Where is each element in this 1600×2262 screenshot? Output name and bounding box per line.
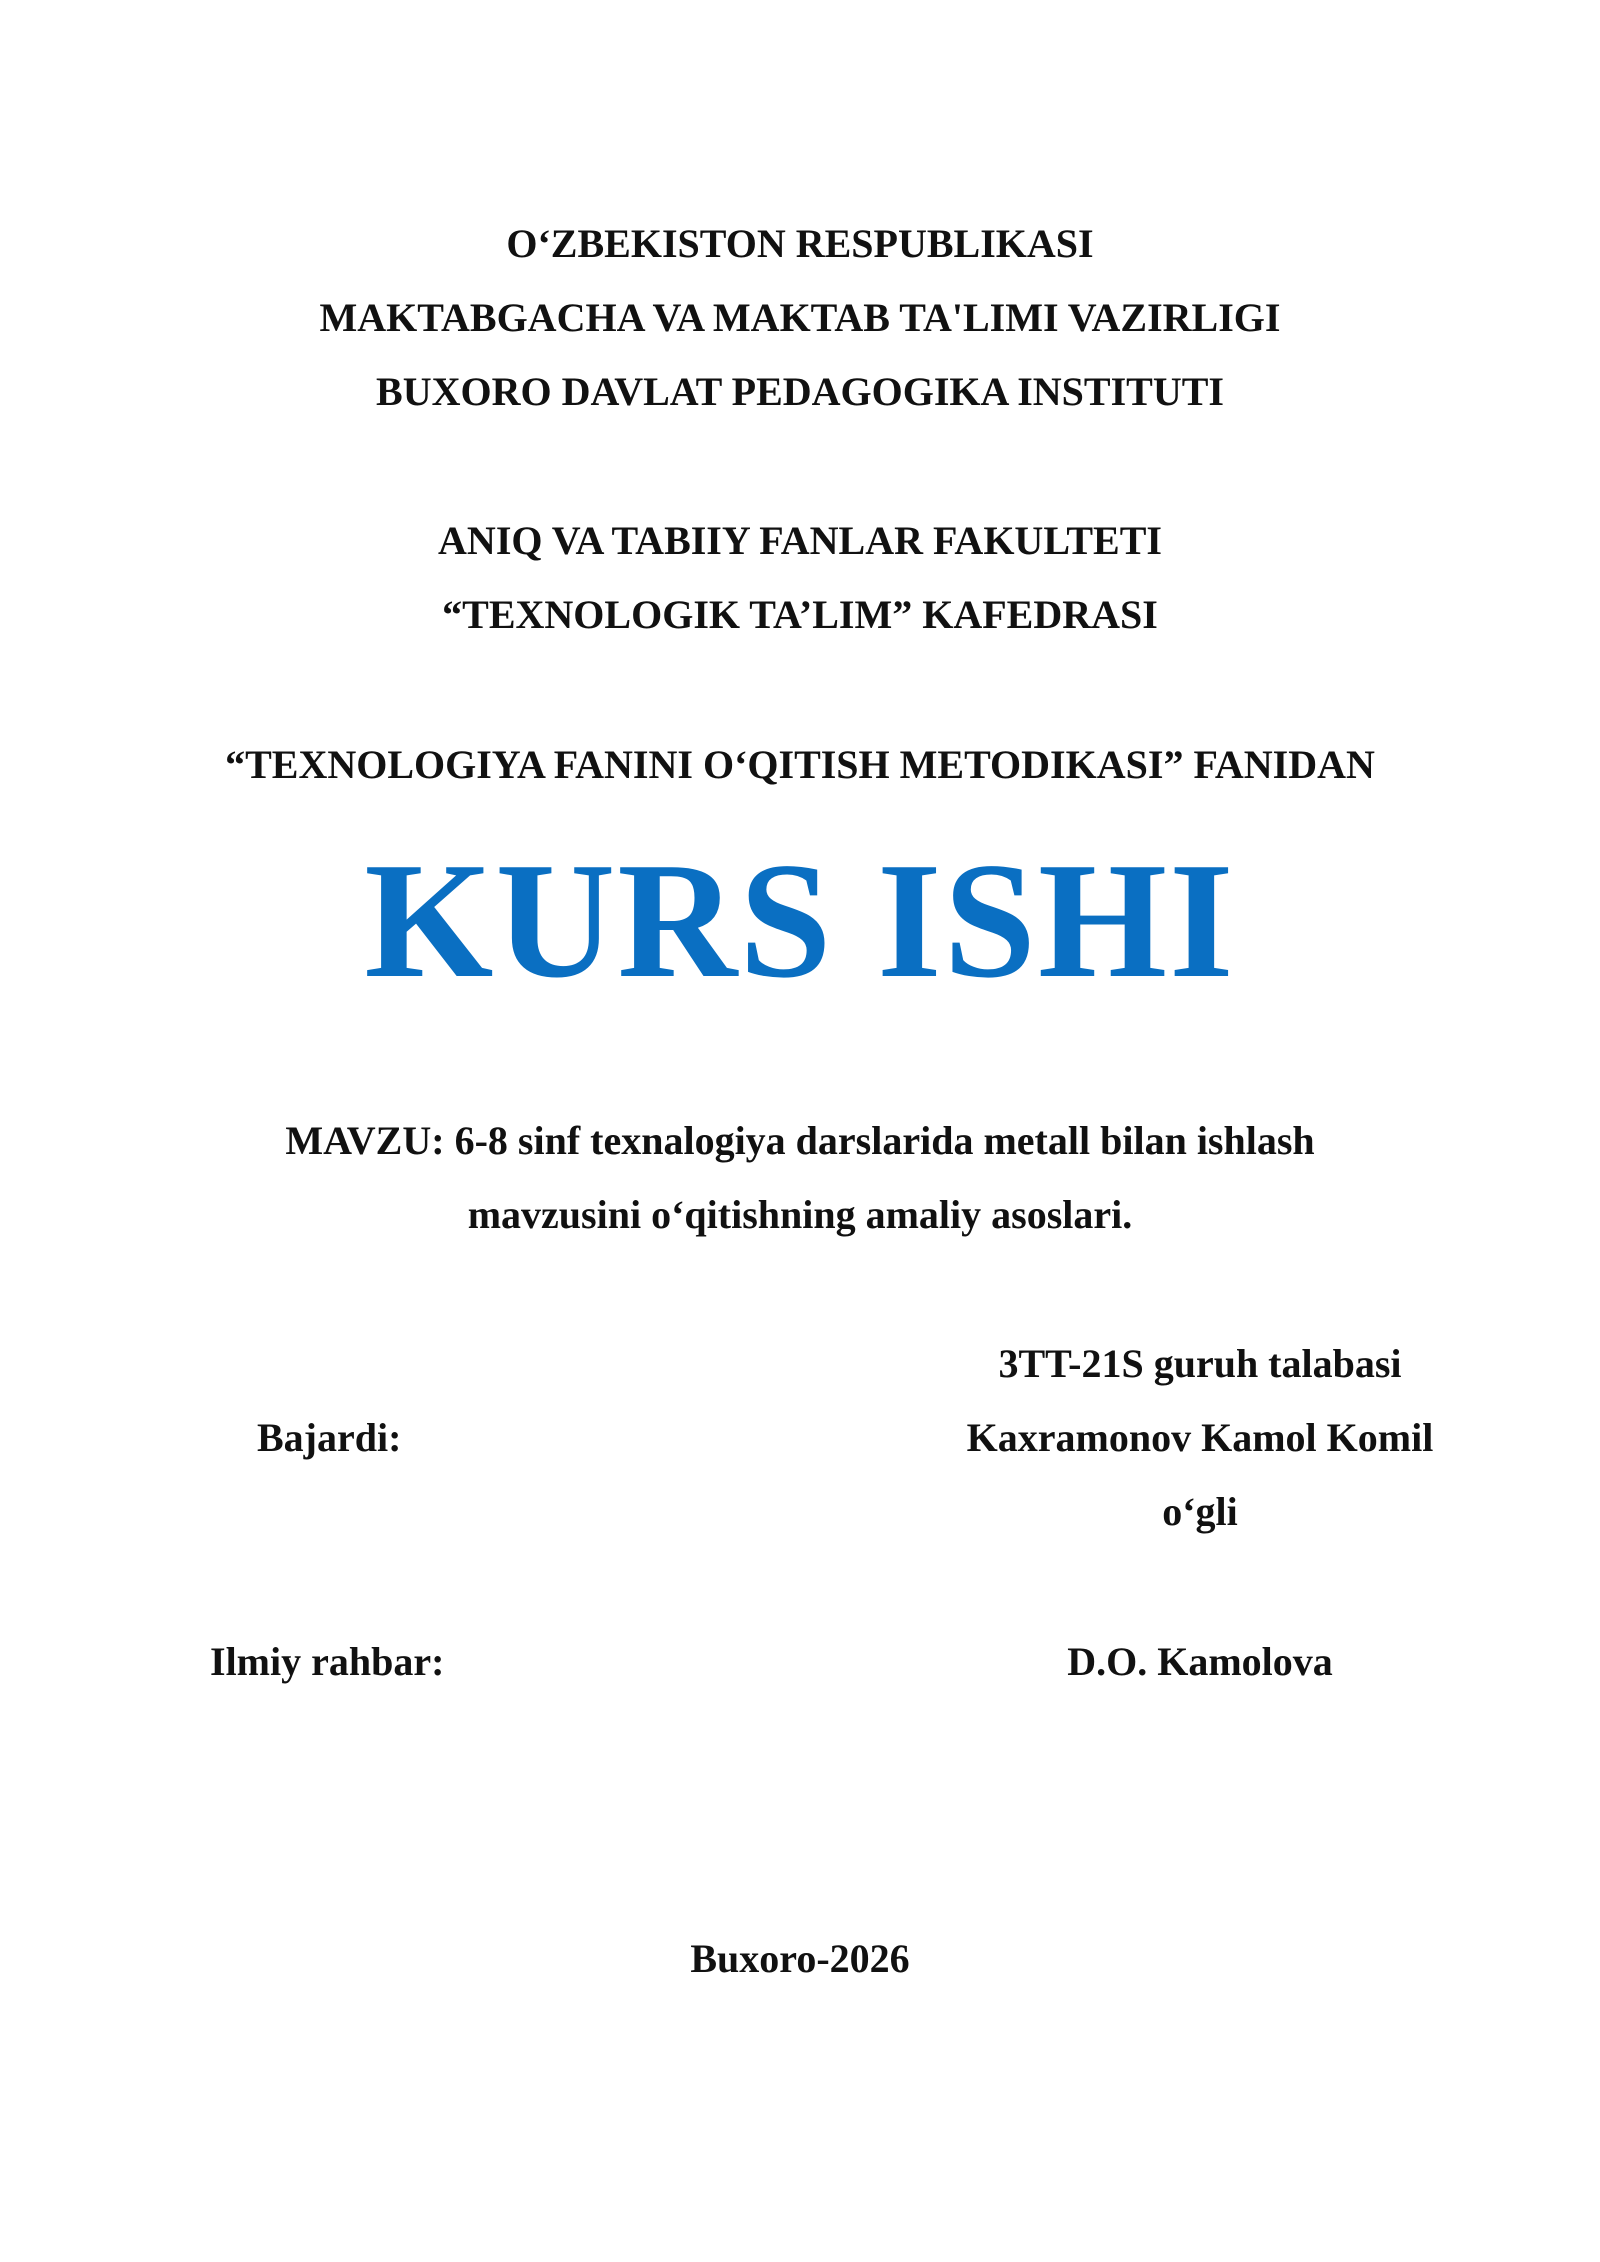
document-title: KURS ISHI bbox=[364, 828, 1236, 1012]
faculty-name: ANIQ VA TABIIY FANLAR FAKULTETI bbox=[438, 518, 1162, 563]
performer-label: Bajardi: bbox=[257, 1415, 402, 1460]
city-year: Buxoro-2026 bbox=[690, 1936, 910, 1981]
supervisor-label: Ilmiy rahbar: bbox=[210, 1639, 445, 1684]
student-name: Kaxramonov Kamol Komil bbox=[966, 1415, 1434, 1460]
subject-line: “TEXNOLOGIYA FANINI O‘QITISH METODIKASI” FANIDAN bbox=[225, 742, 1375, 787]
topic-line-2: mavzusini o‘qitishning amaliy asoslari. bbox=[467, 1192, 1133, 1237]
ministry-name: MAKTABGACHA VA MAKTAB TA'LIMI VAZIRLIGI bbox=[319, 295, 1281, 340]
supervisor-name: D.O. Kamolova bbox=[1067, 1639, 1333, 1684]
student-name-suffix: o‘gli bbox=[1162, 1489, 1238, 1534]
institute-name: BUXORO DAVLAT PEDAGOGIKA INSTITUTI bbox=[376, 369, 1224, 414]
department-name: “TEXNOLOGIK TA’LIM” KAFEDRASI bbox=[442, 592, 1158, 637]
country-name: O‘ZBEKISTON RESPUBLIKASI bbox=[506, 221, 1094, 266]
student-group: 3TT-21S guruh talabasi bbox=[998, 1341, 1402, 1386]
topic-line-1: MAVZU: 6-8 sinf texnalogiya darslarida metall bilan ishlash bbox=[285, 1118, 1315, 1163]
